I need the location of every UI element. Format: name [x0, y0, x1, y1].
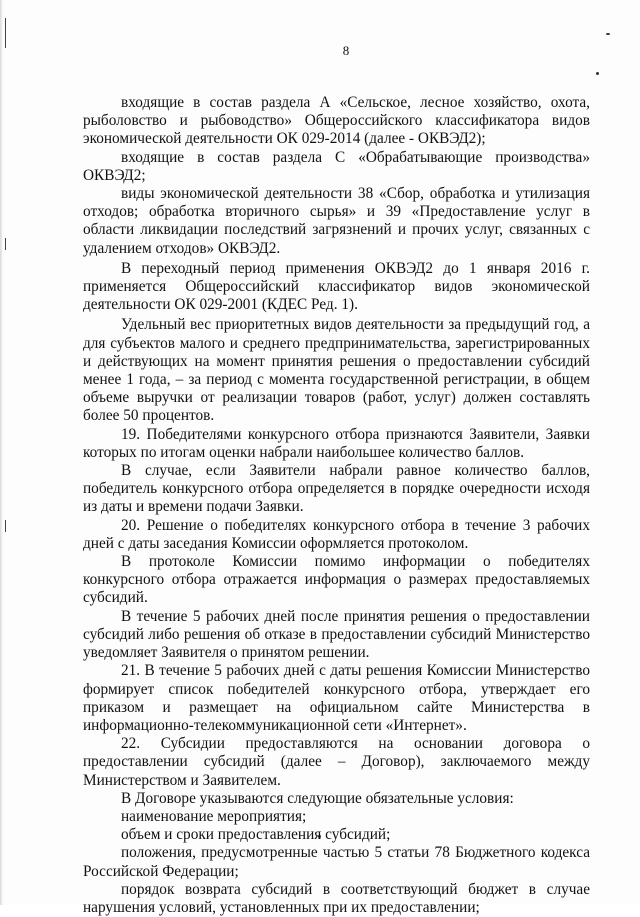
scan-edge — [0, 0, 3, 905]
paragraph: В переходный период применения ОКВЭД2 до 1 января 2016 г. применяется Общероссийский классификатор видов экономической деятельности ОК 029-2001 (КДЕС Ред. 1). — [83, 259, 590, 314]
paragraph: 19. Победителями конкурсного отбора признаются Заявители, Заявки которых по итогам оценки набрали наибольшее количество баллов. — [83, 425, 590, 461]
paragraph: В случае, если Заявители набрали равное количество баллов, победитель конкурсного отбора определяется в порядке очередности исходя из даты и времени подачи Заявки. — [83, 462, 590, 516]
paragraph: объем и сроки предоставления субсидий; — [121, 826, 391, 844]
scan-artifact-mark — [5, 18, 6, 48]
paragraph: В протоколе Комиссии помимо информации о победителях конкурсного отбора отражается информация о размерах предоставляемых субсидий. — [83, 553, 590, 607]
paragraph: виды экономической деятельности 38 «Сбор, обработка и утилизация отходов; обработка вторичного сырья» и 39 «Предоставление услуг в области ликвидации последствий загрязнений и прочих услуг, связанных с удалением отходов» ОКВЭД2. — [83, 185, 590, 257]
paragraph: входящие в состав раздела С «Обрабатывающие производства» ОКВЭД2; — [83, 148, 590, 184]
paragraph: порядок возврата субсидий в соответствующий бюджет в случае нарушения условий, установленных при их предоставлении; — [83, 880, 590, 916]
paragraph: положения, предусмотренные частью 5 статьи 78 Бюджетного кодекса Российской Федерации; — [83, 844, 590, 880]
scan-artifact-mark — [5, 520, 6, 532]
paragraph: 21. В течение 5 рабочих дней с даты решения Комиссии Министерство формирует список победителей конкурсного отбора, утверждает его приказом и размещает на официальном сайте Министерства в информационно-телекоммуникационной сети «Интернет». — [83, 662, 590, 734]
paragraph: В течение 5 рабочих дней после принятия решения о предоставлении субсидий либо решения об отказе в предоставлении субсидий Министерство уведомляет Заявителя о принятом решении. — [83, 607, 590, 662]
paragraph: 22. Субсидии предоставляются на основании договора о предоставлении субсидий (далее – Договор), заключаемого между Министерством и Заявителем. — [83, 735, 590, 789]
paragraph: 20. Решение о победителях конкурсного отбора в течение 3 рабочих дней с даты заседания Комиссии оформляется протоколом. — [83, 516, 590, 552]
page-number: 8 — [342, 43, 350, 58]
paragraph: Удельный вес приоритетных видов деятельности за предыдущий год, а для субъектов малого и среднего предпринимательства, зарегистрированных и действующих на момент принятия решения о предоставлении субсидий менее 1 года, – за период с момента государственной регистрации, в общем объеме выручки от реализации товаров (работ, услуг) должен составлять более 50 процентов. — [83, 316, 590, 425]
scan-speck — [606, 33, 610, 35]
scan-speck — [596, 72, 599, 75]
paragraph: входящие в состав раздела А «Сельское, лесное хозяйство, охота, рыболовство и рыбоводство» Общероссийского классификатора видов экономической деятельности ОК 029-2014 (далее - ОКВЭД2); — [83, 94, 590, 148]
paragraph: наименование мероприятия; — [121, 807, 307, 825]
scan-artifact-mark — [5, 238, 6, 250]
body-text — [83, 94, 590, 917]
paragraph: В Договоре указываются следующие обязательные условия: — [121, 789, 514, 807]
